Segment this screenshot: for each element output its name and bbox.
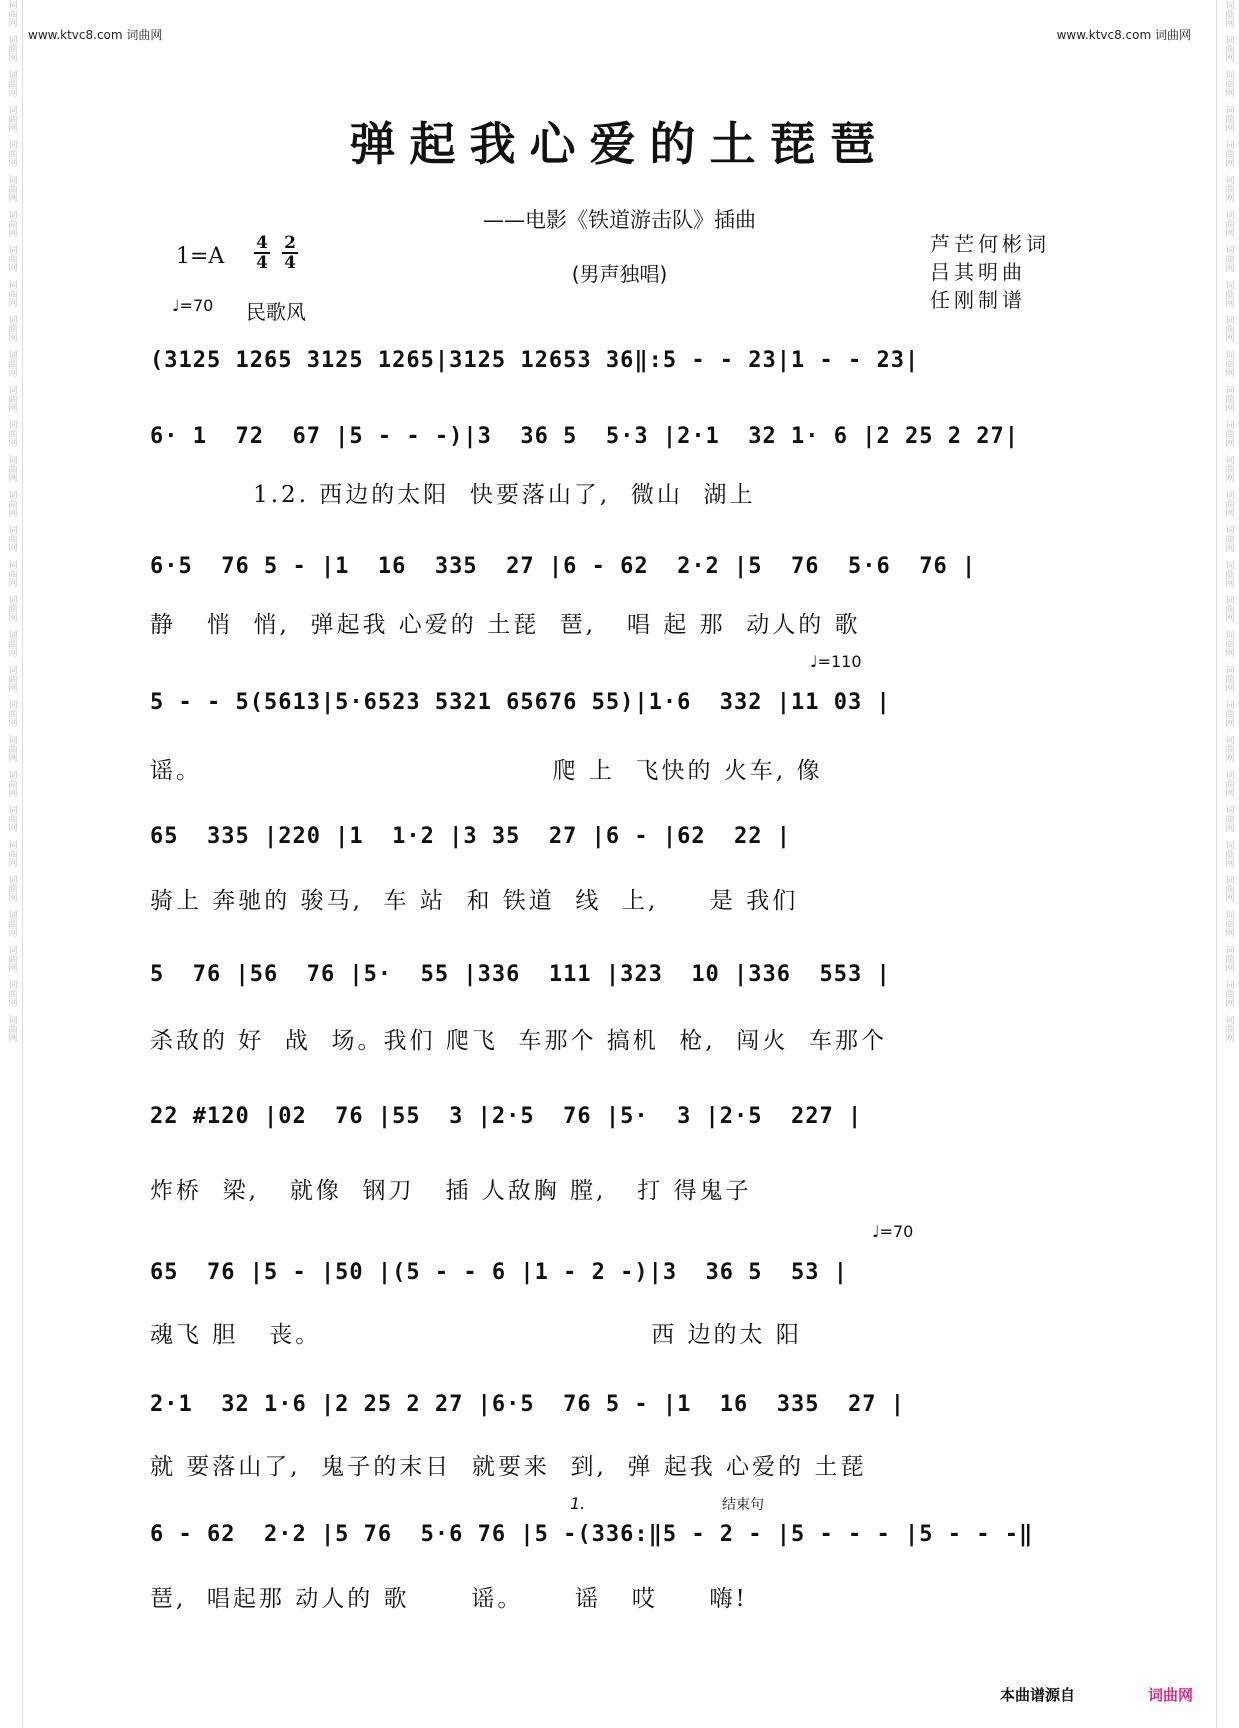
watermark-text: 词曲网 bbox=[1223, 315, 1234, 342]
watermark-text: 词曲网 bbox=[1223, 0, 1234, 27]
lyric-line-9: 就 要落山了, 鬼子的末日 就要来 到, 弹 起我 心爱的 土琵 bbox=[150, 1454, 867, 1480]
watermark-text: 词曲网 bbox=[1223, 385, 1234, 412]
time-signature-4-4 bbox=[254, 234, 270, 272]
ending-close-marker: 结束句 bbox=[722, 1497, 764, 1513]
tempo-marking: ♩=70 bbox=[172, 296, 214, 315]
song-subtitle: ——电影《铁道游击队》插曲 bbox=[483, 208, 756, 232]
lyric-line-6: 杀敌的 好 战 场。我们 爬飞 车那个 搞机 枪, 闯火 车那个 bbox=[150, 1028, 887, 1054]
watermark-text: 词曲网 bbox=[1223, 840, 1234, 867]
watermark-text: 词曲网 bbox=[1223, 140, 1234, 167]
watermark-text: 词曲网 bbox=[6, 980, 17, 1007]
watermark-text: 词曲网 bbox=[1223, 910, 1234, 937]
score-line-3: 6·5 76 5 - |1 16 335 27 |6 - 62 2·2 |5 76 5·6 76 | bbox=[150, 554, 977, 579]
lyric-line-10: 琶, 唱起那 动人的 歌 谣。 谣 哎 嗨! bbox=[150, 1586, 748, 1612]
watermark-text: 词曲网 bbox=[6, 665, 17, 692]
watermark-text: 词曲网 bbox=[1223, 665, 1234, 692]
watermark-text: 词曲网 bbox=[1223, 210, 1234, 237]
watermark-text: 词曲网 bbox=[6, 105, 17, 132]
watermark-text: 词曲网 bbox=[1223, 70, 1234, 97]
watermark-text: 词曲网 bbox=[6, 525, 17, 552]
voice-type: (男声独唱) bbox=[571, 262, 668, 286]
watermark-text: 词曲网 bbox=[6, 140, 17, 167]
score-line-10: 6 - 62 2·2 |5 76 5·6 76 |5 -(336:‖5 - 2 - |5 - - - |5 - - -‖ bbox=[150, 1522, 1034, 1547]
score-line-4: 5 - - 5(5613|5·6523 5321 65676 55)|1·6 332 |11 03 | bbox=[150, 690, 891, 715]
watermark-text: 词曲网 bbox=[6, 875, 17, 902]
watermark-text: 词曲网 bbox=[1223, 1015, 1234, 1042]
lyric-line-4: 谣。 爬 上 飞快的 火车, 像 bbox=[150, 758, 823, 784]
time-sig-denominator: 4 bbox=[256, 253, 268, 273]
watermark-text: 词曲网 bbox=[6, 70, 17, 97]
watermark-text: 词曲网 bbox=[6, 595, 17, 622]
watermark-text: 词曲网 bbox=[6, 245, 17, 272]
footer-brand-link[interactable]: 词曲网 bbox=[1148, 1686, 1194, 1704]
watermark-text: 词曲网 bbox=[6, 210, 17, 237]
watermark-text: 词曲网 bbox=[6, 1015, 17, 1042]
watermark-text: 词曲网 bbox=[1223, 490, 1234, 517]
watermark-text: 词曲网 bbox=[1223, 175, 1234, 202]
watermark-text: 词曲网 bbox=[1223, 980, 1234, 1007]
credit-composer: 吕其明曲 bbox=[930, 260, 1026, 284]
watermark-text: 词曲网 bbox=[6, 315, 17, 342]
score-line-2: 6· 1 72 67 |5 - - -)|3 36 5 5·3 |2·1 32 1· 6 |2 25 2 27| bbox=[150, 424, 1019, 449]
score-line-9: 2·1 32 1·6 |2 25 2 27 |6·5 76 5 - |1 16 335 27 | bbox=[150, 1392, 905, 1417]
credit-lyricist: 芦芒何彬词 bbox=[930, 232, 1050, 256]
watermark-text: 词曲网 bbox=[6, 175, 17, 202]
score-line-5: 65 335 |220 |1 1·2 |3 35 27 |6 - |62 22 | bbox=[150, 824, 792, 849]
watermark-text: 词曲网 bbox=[6, 805, 17, 832]
watermark-text: 词曲网 bbox=[6, 0, 17, 27]
watermark-text: 词曲网 bbox=[1223, 700, 1234, 727]
score-line-6: 5 76 |56 76 |5· 55 |336 111 |323 10 |336 553 | bbox=[150, 962, 891, 987]
watermark-text: 词曲网 bbox=[6, 35, 17, 62]
watermark-text: 词曲网 bbox=[1223, 35, 1234, 62]
watermark-text: 词曲网 bbox=[6, 280, 17, 307]
watermark-text: 词曲网 bbox=[1223, 630, 1234, 657]
watermark-text: 词曲网 bbox=[1223, 945, 1234, 972]
watermark-text: 词曲网 bbox=[1223, 280, 1234, 307]
watermark-text: 词曲网 bbox=[6, 735, 17, 762]
watermark-text: 词曲网 bbox=[1223, 770, 1234, 797]
watermark-text: 词曲网 bbox=[6, 840, 17, 867]
watermark-text: 词曲网 bbox=[1223, 525, 1234, 552]
watermark-text: 词曲网 bbox=[6, 770, 17, 797]
site-url-left[interactable]: www.ktvc8.com 词曲网 bbox=[28, 28, 163, 42]
watermark-text: 词曲网 bbox=[6, 350, 17, 377]
watermark-text: 词曲网 bbox=[1223, 875, 1234, 902]
style-marking: 民歌风 bbox=[246, 300, 306, 324]
watermark-text: 词曲网 bbox=[1223, 350, 1234, 377]
score-line-7: 22 #120 |02 76 |55 3 |2·5 76 |5· 3 |2·5 227 | bbox=[150, 1104, 863, 1129]
first-ending-marker: 1. bbox=[570, 1494, 586, 1513]
tempo-70-marker: ♩=70 bbox=[872, 1222, 914, 1241]
watermark-text: 词曲网 bbox=[6, 560, 17, 587]
watermark-text: 词曲网 bbox=[6, 910, 17, 937]
watermark-text: 词曲网 bbox=[1223, 105, 1234, 132]
watermark-text: 词曲网 bbox=[1223, 805, 1234, 832]
lyric-line-2: 1.2. 西边的太阳 快要落山了, 微山 湖上 bbox=[150, 482, 756, 508]
site-url-right[interactable]: www.ktvc8.com 词曲网 bbox=[1056, 28, 1191, 42]
watermark-text: 词曲网 bbox=[6, 630, 17, 657]
watermark-text: 词曲网 bbox=[1223, 455, 1234, 482]
watermark-text: 词曲网 bbox=[6, 700, 17, 727]
watermark-text: 词曲网 bbox=[6, 455, 17, 482]
key-signature: 1=A bbox=[176, 244, 225, 269]
watermark-text: 词曲网 bbox=[1223, 420, 1234, 447]
watermark-text: 词曲网 bbox=[1223, 595, 1234, 622]
watermark-text: 词曲网 bbox=[6, 945, 17, 972]
lyric-line-3: 静 悄 悄, 弹起我 心爱的 土琵 琶, 唱 起 那 动人的 歌 bbox=[150, 612, 861, 638]
credits bbox=[930, 230, 1050, 314]
lyric-line-8: 魂飞 胆 丧。 西 边的太 阳 bbox=[150, 1322, 802, 1348]
footer-source-text: 本曲谱源自 bbox=[1000, 1686, 1076, 1704]
time-sig-numerator: 2 bbox=[282, 234, 298, 254]
watermark-text: 词曲网 bbox=[1223, 735, 1234, 762]
score-line-8: 65 76 |5 - |50 |(5 - - 6 |1 - 2 -)|3 36 5 53 | bbox=[150, 1260, 849, 1285]
watermark-text: 词曲网 bbox=[1223, 560, 1234, 587]
time-sig-numerator: 4 bbox=[254, 234, 270, 254]
lyric-line-5: 骑上 奔驰的 骏马, 车 站 和 铁道 线 上, 是 我们 bbox=[150, 888, 799, 914]
song-title: 弹起我心爱的土琵琶 bbox=[349, 117, 890, 171]
credit-engraver: 任刚制谱 bbox=[930, 288, 1026, 312]
lyric-line-7: 炸桥 梁, 就像 钢刀 插 人敌胸 膛, 打 得鬼子 bbox=[150, 1178, 752, 1204]
watermark-text: 词曲网 bbox=[6, 385, 17, 412]
tempo-110-marker: ♩=110 bbox=[810, 652, 862, 671]
time-sig-denominator: 4 bbox=[284, 253, 296, 273]
watermark-text: 词曲网 bbox=[6, 420, 17, 447]
watermark-text: 词曲网 bbox=[6, 490, 17, 517]
score-line-1: (3125 1265 3125 1265|3125 12653 36‖:5 - - 23|1 - - 23| bbox=[150, 348, 920, 373]
watermark-text: 词曲网 bbox=[1223, 245, 1234, 272]
time-signature-2-4 bbox=[282, 234, 298, 272]
